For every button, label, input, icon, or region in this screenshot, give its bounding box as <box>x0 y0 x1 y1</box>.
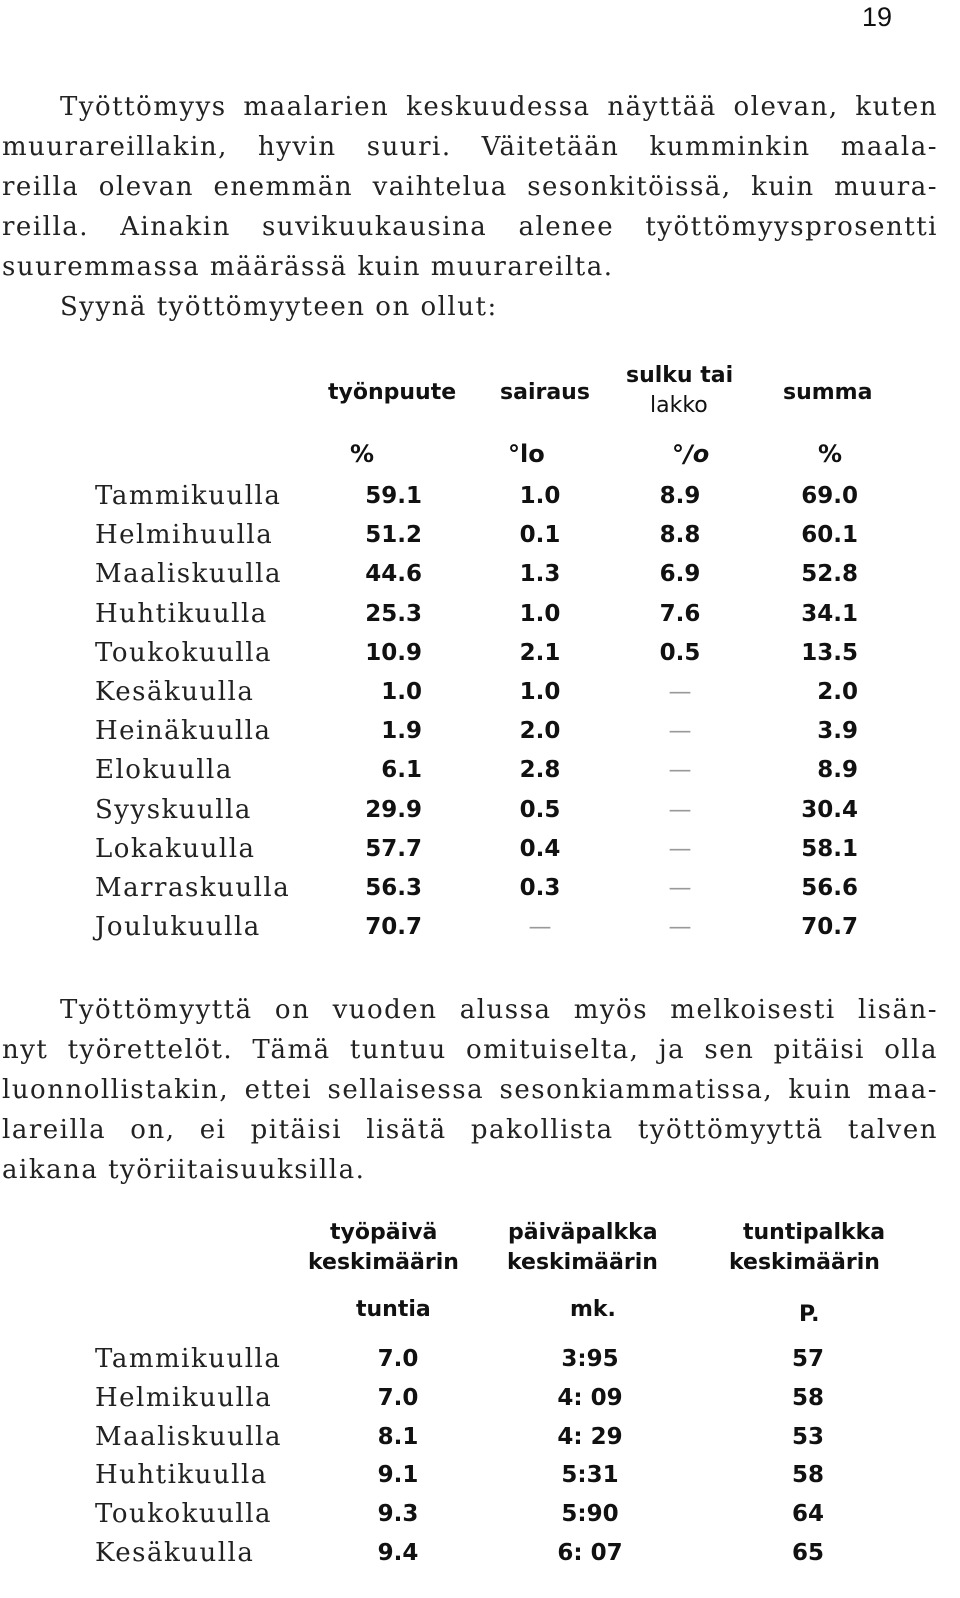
row-month-label: Joulukuulla <box>95 912 261 943</box>
cell-sairaus: 1.3 <box>519 561 561 588</box>
header-sairaus: sairaus <box>500 380 590 405</box>
cell-sairaus: 2.1 <box>519 639 561 666</box>
intro-line: Työttömyys maalarien keskuudessa näyttää olevan, kuten <box>60 92 938 122</box>
middle-line: Työttömyyttä on vuoden alussa myös melkoisesti lisän- <box>60 995 938 1025</box>
cell-paivapalkka: 5:31 <box>561 1462 619 1489</box>
cell-paivapalkka: 6: 07 <box>557 1540 623 1566</box>
cell-sulku-lakko: 0.5 <box>659 639 701 666</box>
header-lakko: lakko <box>650 393 708 418</box>
cell-summa: 60.1 <box>801 522 858 549</box>
cell-sairaus: 2.0 <box>519 718 561 745</box>
intro-line: reilla. Ainakin suvikuukausina alenee työttömyysprosentti <box>2 212 938 242</box>
cell-summa: 2.0 <box>817 679 858 705</box>
cell-sairaus: 0.4 <box>519 835 561 862</box>
cell-summa: 52.8 <box>801 561 858 588</box>
middle-line: aikana työriitaisuuksilla. <box>2 1155 366 1185</box>
header-tyonpuute: työnpuute <box>328 380 457 405</box>
cell-sulku-lakko: — <box>668 835 692 862</box>
cell-tuntipalkka: 53 <box>791 1423 824 1450</box>
cell-paivapalkka: 5:90 <box>561 1501 619 1528</box>
middle-line: nyt työrettelöt. Tämä tuntuu omituiselta, ja sen pitäisi olla <box>2 1035 938 1065</box>
cell-sairaus: 2.8 <box>519 757 561 784</box>
cell-sulku-lakko: 7.6 <box>659 600 701 627</box>
cell-sulku-lakko: 6.9 <box>659 561 701 588</box>
cell-tuntipalkka: 57 <box>791 1346 824 1372</box>
cell-tuntipalkka: 65 <box>791 1540 824 1566</box>
header-keskimaarin: keskimäärin <box>308 1250 459 1275</box>
middle-line: lareilla on, ei pitäisi lisätä pakollista työttömyyttä talven <box>2 1115 938 1145</box>
row-month-label: Maaliskuulla <box>95 1421 282 1452</box>
row-month-label: Huhtikuulla <box>95 1460 268 1491</box>
cell-sulku-lakko: — <box>668 757 692 784</box>
cell-summa: 70.7 <box>801 914 858 941</box>
cell-tyonpuute: 57.7 <box>365 835 422 862</box>
cell-tyonpuute: 1.0 <box>381 679 422 705</box>
cell-sulku-lakko: — <box>668 679 692 705</box>
cell-paivapalkka: 3:95 <box>561 1346 619 1372</box>
row-month-label: Syyskuulla <box>95 794 252 825</box>
unit-percent: % <box>818 440 843 468</box>
cell-sulku-lakko: — <box>668 914 692 941</box>
row-month-label: Marraskuulla <box>95 873 291 903</box>
cell-summa: 69.0 <box>801 483 858 509</box>
cell-tyonpuute: 10.9 <box>365 639 422 666</box>
cell-sairaus: 1.0 <box>519 600 561 627</box>
cell-paivapalkka: 4: 09 <box>557 1384 623 1411</box>
cell-summa: 30.4 <box>801 796 858 823</box>
row-month-label: Tammikuulla <box>95 481 282 511</box>
cell-tyonpuute: 44.6 <box>365 561 422 588</box>
middle-line: luonnollistakin, ettei sellaisessa sesonkiammatissa, kuin maa- <box>2 1075 938 1105</box>
cell-sairaus: 0.3 <box>519 875 561 901</box>
row-month-label: Kesäkuulla <box>95 1538 255 1568</box>
cell-tyopaiva: 9.4 <box>377 1540 419 1566</box>
row-month-label: Helmihuulla <box>95 520 274 551</box>
cell-tyonpuute: 25.3 <box>365 600 422 627</box>
cell-tyopaiva: 7.0 <box>377 1384 419 1411</box>
cell-sairaus: 1.0 <box>519 679 561 705</box>
row-month-label: Lokakuulla <box>95 833 256 864</box>
cell-tyonpuute: 70.7 <box>365 914 422 941</box>
intro-line: muurareillakin, hyvin suuri. Väitetään kumminkin maala- <box>2 132 938 162</box>
cell-tuntipalkka: 58 <box>791 1462 824 1489</box>
reason-line: Syynä työttömyyteen on ollut: <box>60 292 498 322</box>
cell-tyonpuute: 59.1 <box>365 483 422 509</box>
intro-paragraph <box>2 87 938 327</box>
cell-tyonpuute: 29.9 <box>365 796 422 823</box>
row-month-label: Kesäkuulla <box>95 677 255 707</box>
cell-sairaus: 0.1 <box>519 522 561 549</box>
header-paivapalkka: päiväpalkka <box>508 1220 658 1245</box>
cell-sulku-lakko: 8.8 <box>659 522 701 549</box>
row-month-label: Tammikuulla <box>95 1344 282 1374</box>
cell-summa: 13.5 <box>801 639 858 666</box>
cell-sairaus: 1.0 <box>519 483 561 509</box>
cell-tyopaiva: 9.1 <box>377 1462 419 1489</box>
header-keskimaarin: keskimäärin <box>507 1250 658 1275</box>
cell-tyonpuute: 56.3 <box>365 875 422 901</box>
row-month-label: Huhtikuulla <box>95 598 268 629</box>
cell-tuntipalkka: 58 <box>791 1384 824 1411</box>
header-tyopaiva: työpäivä <box>330 1220 438 1245</box>
cell-summa: 34.1 <box>801 600 858 627</box>
cell-tyopaiva: 9.3 <box>377 1501 419 1528</box>
cell-tyonpuute: 51.2 <box>365 522 422 549</box>
cell-tyonpuute: 1.9 <box>381 718 422 745</box>
header-summa: summa <box>783 380 873 405</box>
header-sulku-tai: sulku tai <box>626 363 734 388</box>
cell-summa: 3.9 <box>817 718 858 745</box>
page-number: 19 <box>862 2 893 32</box>
unit-percent: % <box>350 440 375 468</box>
cell-summa: 58.1 <box>801 835 858 862</box>
row-month-label: Elokuulla <box>95 755 233 786</box>
row-month-label: Maaliskuulla <box>95 559 282 590</box>
unit-tuntia: tuntia <box>356 1297 431 1322</box>
unit-pennia: P. <box>799 1302 820 1327</box>
cell-tyonpuute: 6.1 <box>381 757 422 784</box>
cell-tyopaiva: 8.1 <box>377 1423 419 1450</box>
cell-summa: 56.6 <box>801 875 858 901</box>
row-month-label: Toukokuulla <box>95 1499 273 1530</box>
unit-percent: °lo <box>508 440 545 468</box>
unit-percent: °/o <box>672 440 710 468</box>
intro-line: suuremmassa määrässä kuin muurareilta. <box>2 252 614 282</box>
row-month-label: Heinäkuulla <box>95 716 272 747</box>
cell-sulku-lakko: 8.9 <box>659 483 701 509</box>
header-tuntipalkka: tuntipalkka <box>743 1220 886 1245</box>
intro-line: reilla olevan enemmän vaihtelua sesonkitöissä, kuin muura- <box>2 172 938 202</box>
cell-paivapalkka: 4: 29 <box>557 1423 623 1450</box>
middle-paragraph <box>2 990 938 1190</box>
cell-sulku-lakko: — <box>668 718 692 745</box>
cell-tuntipalkka: 64 <box>791 1501 824 1528</box>
cell-sairaus: 0.5 <box>519 796 561 823</box>
cell-sulku-lakko: — <box>668 875 692 901</box>
row-month-label: Helmikuulla <box>95 1382 273 1413</box>
cell-summa: 8.9 <box>817 757 858 784</box>
cell-tyopaiva: 7.0 <box>377 1346 419 1372</box>
cell-sulku-lakko: — <box>668 796 692 823</box>
header-keskimaarin: keskimäärin <box>729 1250 880 1275</box>
unit-mk: mk. <box>570 1297 616 1322</box>
row-month-label: Toukokuulla <box>95 637 273 668</box>
cell-sairaus: — <box>528 914 552 941</box>
